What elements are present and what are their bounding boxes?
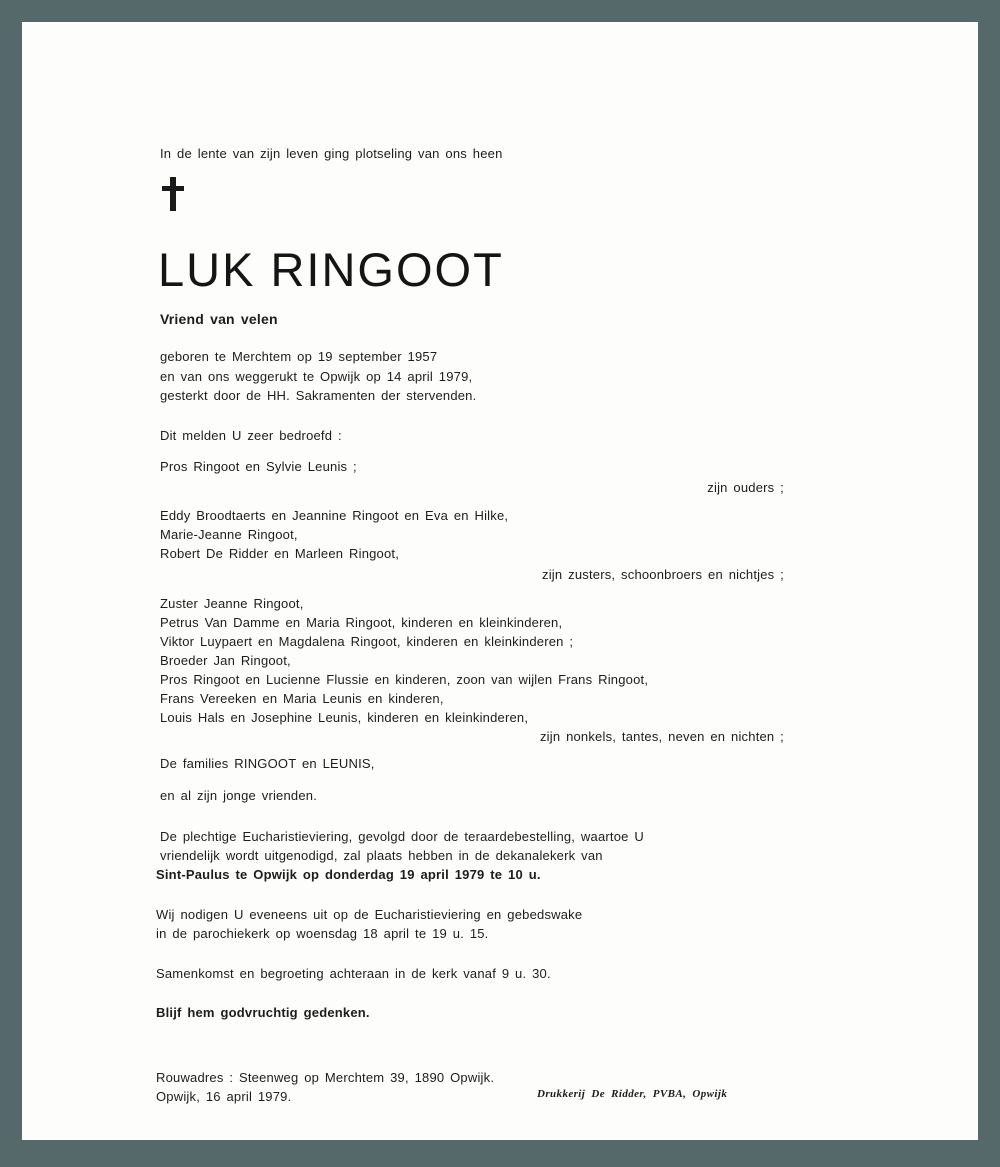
relative-line: Frans Vereeken en Maria Leunis en kinderen, — [160, 691, 444, 706]
ceremony-line: De plechtige Eucharistieviering, gevolgd door de teraardebestelling, waartoe U — [160, 829, 644, 844]
relative-line: Louis Hals en Josephine Leunis, kinderen en kleinkinderen, — [160, 710, 529, 725]
cross-icon — [162, 177, 184, 211]
subtitle: Vriend van velen — [160, 311, 278, 327]
sibling-line: Eddy Broodtaerts en Jeannine Ringoot en Eva en Hilke, — [160, 508, 509, 523]
deceased-name: LUK RINGOOT — [158, 243, 504, 296]
death-notice-card — [22, 22, 978, 1140]
siblings-role: zijn zusters, schoonbroers en nichtjes ; — [542, 567, 784, 582]
relatives-role: zijn nonkels, tantes, neven en nichten ; — [539, 729, 784, 744]
vigil-line: in de parochiekerk op woensdag 18 april te 19 u. 15. — [156, 926, 489, 941]
date-line: Opwijk, 16 april 1979. — [156, 1089, 292, 1104]
intro-line: In de lente van zijn leven ging plotseling van ons heen — [160, 146, 503, 161]
gathering-line: Samenkomst en begroeting achteraan in de kerk vanaf 9 u. 30. — [156, 966, 551, 981]
relative-line: Broeder Jan Ringoot, — [160, 653, 291, 668]
address-line: Rouwadres : Steenweg op Merchtem 39, 1890 Opwijk. — [156, 1070, 495, 1085]
vigil-line: Wij nodigen U eveneens uit op de Eucharistieviering en gebedswake — [156, 907, 583, 922]
relative-line: Zuster Jeanne Ringoot, — [160, 596, 304, 611]
relative-line: Petrus Van Damme en Maria Ringoot, kinderen en kleinkinderen, — [160, 615, 563, 630]
sacraments-line: gesterkt door de HH. Sakramenten der stervenden. — [160, 388, 477, 403]
announce-line: Dit melden U zeer bedroefd : — [160, 428, 342, 443]
relative-line: Viktor Luypaert en Magdalena Ringoot, kinderen en kleinkinderen ; — [160, 634, 574, 649]
ceremony-line: vriendelijk wordt uitgenodigd, zal plaats hebben in de dekanalekerk van — [160, 848, 603, 863]
sibling-line: Robert De Ridder en Marleen Ringoot, — [160, 546, 400, 561]
relative-line: Pros Ringoot en Lucienne Flussie en kinderen, zoon van wijlen Frans Ringoot, — [160, 672, 649, 687]
ceremony-time-line: Sint-Paulus te Opwijk op donderdag 19 april 1979 te 10 u. — [156, 867, 541, 882]
printer-credit: Drukkerij De Ridder, PVBA, Opwijk — [537, 1088, 728, 1100]
friends-line: en al zijn jonge vrienden. — [160, 788, 318, 803]
parents-line: Pros Ringoot en Sylvie Leunis ; — [160, 459, 357, 474]
families-line: De families RINGOOT en LEUNIS, — [160, 756, 375, 771]
death-line: en van ons weggerukt te Opwijk op 14 april 1979, — [160, 369, 473, 384]
sibling-line: Marie-Jeanne Ringoot, — [160, 527, 298, 542]
remember-line: Blijf hem godvruchtig gedenken. — [156, 1005, 370, 1020]
birth-line: geboren te Merchtem op 19 september 1957 — [160, 349, 438, 364]
parents-role: zijn ouders ; — [707, 480, 784, 495]
